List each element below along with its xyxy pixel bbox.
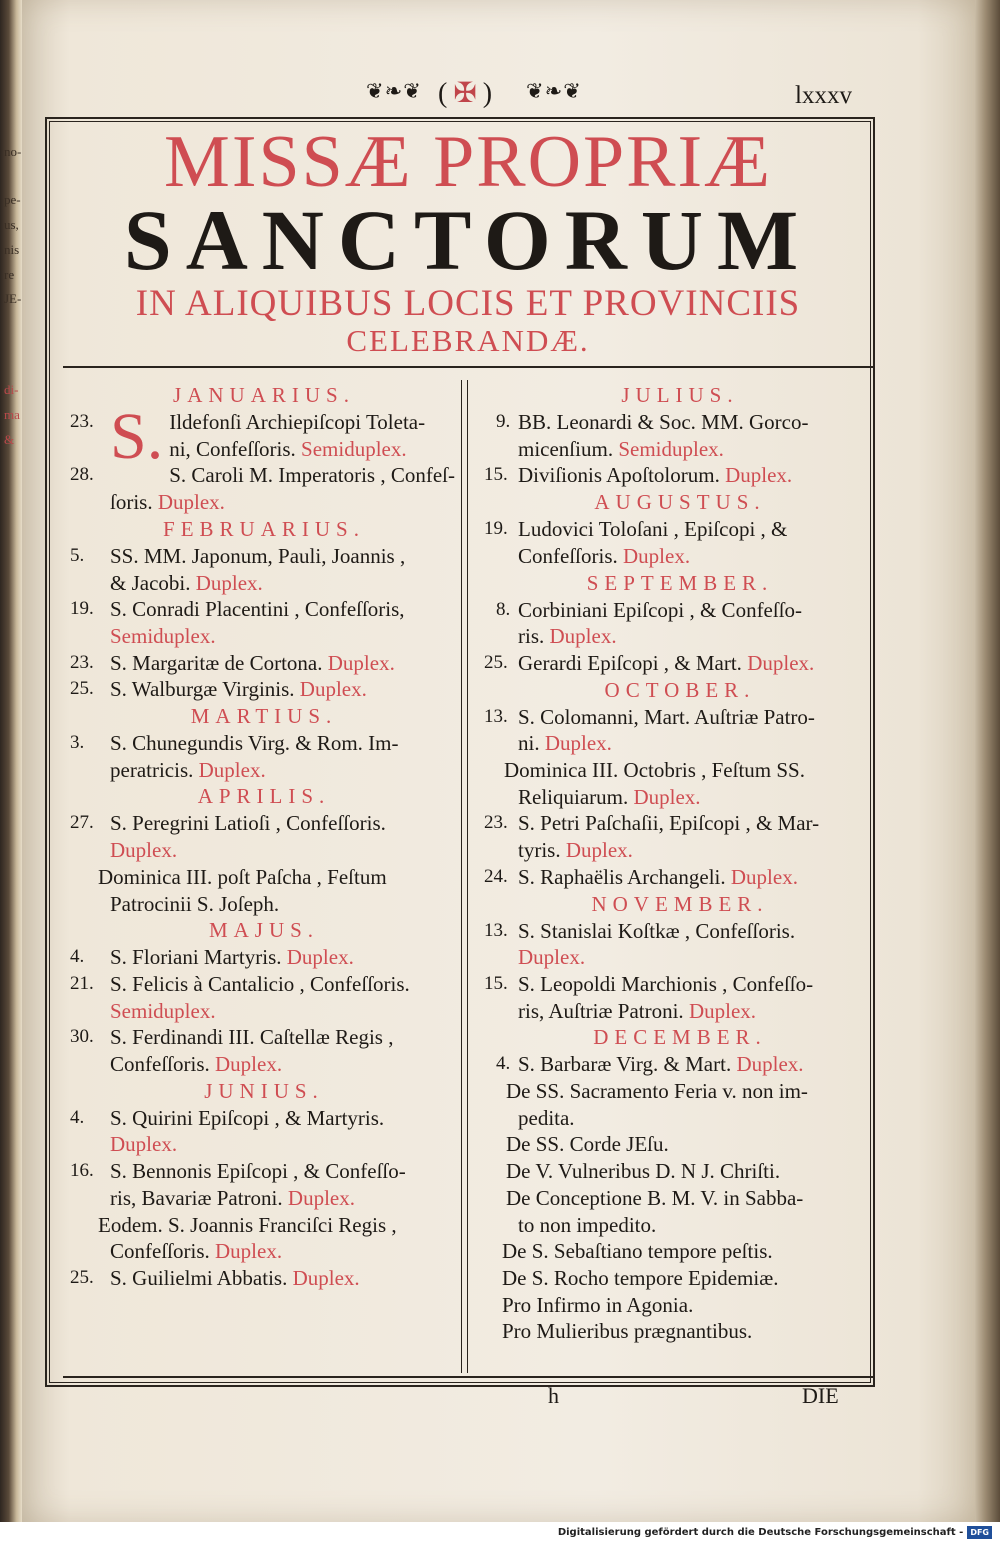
rank-label: Duplex. xyxy=(198,757,266,782)
entry-text: Diviſionis Apoſtolorum. xyxy=(518,463,720,488)
page-edge-right xyxy=(975,0,1000,1522)
entry-text: ni. xyxy=(518,731,540,756)
calendar-entry xyxy=(68,596,460,649)
open-paren: ( xyxy=(438,78,448,109)
rank-label: Duplex. xyxy=(725,463,793,488)
day-number: 4. xyxy=(496,1053,511,1075)
calendar-entry xyxy=(68,543,460,596)
entry-line: Eodem. S. Joannis Franciſci Regis , xyxy=(98,1212,397,1237)
entry-line xyxy=(518,543,876,570)
rank-label: Duplex. xyxy=(299,677,367,702)
rank-label: Duplex. xyxy=(195,570,263,595)
cross-icon: ✠ xyxy=(453,78,477,109)
calendar-entry xyxy=(68,1265,460,1292)
rule-under-title xyxy=(63,366,873,368)
day-number: 23. xyxy=(70,411,94,432)
entry-text: Confeſſoris. xyxy=(110,1052,210,1077)
votive-mass-entry xyxy=(484,1318,876,1345)
calendar-entry xyxy=(484,1051,876,1078)
calendar-entry xyxy=(484,757,876,810)
rank-label: Duplex. xyxy=(157,490,225,515)
entry-line xyxy=(518,837,876,864)
calendar-entry xyxy=(484,918,876,971)
adjacent-page-fragment: JE- xyxy=(4,291,22,306)
entry-line xyxy=(110,1051,460,1078)
rule-bottom xyxy=(63,1376,873,1378)
entry-line: Dominica III. Octobris , Feſtum SS. xyxy=(504,758,805,783)
entry-text: & Jacobi. xyxy=(110,570,191,595)
entry-line xyxy=(110,1185,460,1212)
calendar-entry xyxy=(484,704,876,757)
calendar-entry xyxy=(68,650,460,677)
calendar-entry xyxy=(68,1024,460,1077)
entry-line: S. Felicis à Cantalicio , Confeſſoris. xyxy=(110,971,410,996)
entry-line: Dominica III. poſt Paſcha , Feſtum xyxy=(98,864,387,889)
rank-label: Duplex. xyxy=(215,1052,283,1077)
entry-line: S. Leopoldi Marchionis , Confeſſo- xyxy=(518,971,814,996)
entry-text: ris. xyxy=(518,624,545,649)
entry-text: S. Barbaræ Virg. & Mart. xyxy=(518,1052,732,1077)
day-number: 13. xyxy=(484,705,508,727)
entry-line: De SS. Sacramento Feria v. non im- xyxy=(506,1079,808,1104)
day-number: 15. xyxy=(484,972,508,994)
entry-text: ſoris. xyxy=(110,490,153,515)
initial-letter: S. xyxy=(110,400,164,473)
left-column xyxy=(68,382,460,1292)
entry-line xyxy=(518,650,876,677)
day-number: 16. xyxy=(70,1160,94,1182)
day-number: 27. xyxy=(70,812,94,834)
day-number: 13. xyxy=(484,919,508,941)
month-heading-september: SEPTEMBER. xyxy=(586,570,774,595)
entry-line: De S. Rocho tempore Epidemiæ. xyxy=(502,1265,779,1290)
entry-line: Corbiniani Epiſcopi , & Confeſſo- xyxy=(518,597,803,622)
entry-line xyxy=(110,650,460,677)
entry-line: S. Conradi Placentini , Confeſſoris, xyxy=(110,597,405,622)
votive-mass-entry xyxy=(484,1185,876,1238)
entry-text: tyris. xyxy=(518,838,561,863)
entry-line: pedita. xyxy=(518,1105,575,1130)
right-column xyxy=(484,382,876,1345)
entry-line: S. Quirini Epiſcopi , & Martyris. xyxy=(110,1105,385,1130)
day-number: 15. xyxy=(484,464,508,486)
entry-text: ris, Auſtriæ Patroni. xyxy=(518,998,684,1023)
calendar-entry xyxy=(68,944,460,971)
month-heading-augustus: AUGUSTUS. xyxy=(594,490,766,515)
rank-label: Semiduplex. xyxy=(110,998,216,1023)
adjacent-page-fragment: ma xyxy=(4,407,20,422)
adjacent-page-fragment: no- xyxy=(4,144,22,159)
digitization-footer xyxy=(0,1522,1000,1543)
catchword: DIE xyxy=(802,1383,839,1408)
calendar-entry xyxy=(68,864,460,917)
entry-line xyxy=(110,489,460,516)
entry-line xyxy=(110,944,460,971)
entry-text: Reliquiarum. xyxy=(518,784,629,809)
entry-text: peratricis. xyxy=(110,757,194,782)
day-number: 4. xyxy=(70,946,85,968)
day-number: 19. xyxy=(484,518,508,540)
month-heading-januarius: JANUARIUS. xyxy=(173,383,355,407)
entry-text: ni, Confeſſoris. xyxy=(169,436,296,461)
votive-mass-entry xyxy=(484,1292,876,1319)
entry-line xyxy=(518,1051,876,1078)
calendar-entry xyxy=(484,864,876,891)
calendar-entry xyxy=(484,409,876,462)
month-heading-junius: JUNIUS. xyxy=(204,1078,324,1103)
calendar-entry xyxy=(68,676,460,703)
entry-line: S. Chunegundis Virg. & Rom. Im- xyxy=(110,731,399,756)
entry-line xyxy=(518,462,876,489)
entry-text: micenſium. xyxy=(518,436,614,461)
month-heading-martius: MARTIUS. xyxy=(190,704,338,729)
entry-text: ris, Bavariæ Patroni. xyxy=(110,1185,283,1210)
entry-line: S. Peregrini Latioſi , Confeſſoris. xyxy=(110,811,386,836)
dfg-logo-icon: DFG xyxy=(967,1526,992,1539)
rank-label: Duplex. xyxy=(747,650,815,675)
day-number: 19. xyxy=(70,598,94,620)
rank-label: Semiduplex. xyxy=(301,436,407,461)
entry-line: S. Petri Paſchaſii, Epiſcopi , & Mar- xyxy=(518,811,820,836)
calendar-entry xyxy=(484,516,876,569)
month-heading-december: DECEMBER. xyxy=(593,1025,767,1050)
month-heading-majus: MAJUS. xyxy=(208,918,320,943)
entry-line: BB. Leonardi & Soc. MM. Gorco- xyxy=(518,410,809,434)
day-number: 5. xyxy=(70,544,85,566)
folio-number: lxxxv xyxy=(795,82,852,109)
entry-line: S. Bennonis Epiſcopi , & Confeſſo- xyxy=(110,1159,406,1184)
calendar-entry xyxy=(484,597,876,650)
day-number: 9. xyxy=(496,411,511,432)
entry-line: Pro Infirmo in Agonia. xyxy=(502,1292,694,1317)
adjacent-page-fragment: us, xyxy=(4,217,19,232)
calendar-entry xyxy=(68,971,460,1024)
adjacent-page-fragment: & xyxy=(4,432,15,447)
adjacent-page-strip xyxy=(0,0,22,1543)
fleuron-ornament-right: ❦❧❦ xyxy=(526,79,582,103)
rank-label: Duplex. xyxy=(633,784,701,809)
entry-line: Pro Mulieribus prægnantibus. xyxy=(502,1319,753,1344)
rank-label: Duplex. xyxy=(287,1185,355,1210)
calendar-entry xyxy=(484,810,876,863)
entry-line: S. Caroli M. Imperatoris , Confeſ- xyxy=(169,463,456,488)
day-number: 25. xyxy=(70,678,94,700)
calendar-entry xyxy=(68,730,460,783)
calendar-entry xyxy=(68,810,460,863)
entry-text: S. Walburgæ Virginis. xyxy=(110,677,295,702)
month-heading-februarius: FEBRUARIUS. xyxy=(163,516,365,541)
entry-line xyxy=(110,1265,460,1292)
day-number: 30. xyxy=(70,1026,94,1048)
month-heading-aprilis: APRILIS. xyxy=(197,784,331,809)
entry-line xyxy=(98,1238,460,1265)
calendar-entry xyxy=(484,462,876,489)
month-heading-october: OCTOBER. xyxy=(604,677,756,702)
rank-label: Duplex. xyxy=(292,1265,360,1290)
adjacent-page-fragment: di- xyxy=(4,382,19,397)
title-line-2: SANCTORUM xyxy=(123,192,813,288)
day-number: 25. xyxy=(484,651,508,673)
entry-line: De V. Vulneribus D. N J. Chriſti. xyxy=(506,1159,781,1184)
adjacent-page-fragment: nis xyxy=(4,242,20,257)
rank-label: Duplex. xyxy=(623,543,691,568)
entry-line: S. Ferdinandi III. Caſtellæ Regis , xyxy=(110,1025,394,1050)
signature-mark: h xyxy=(548,1383,559,1408)
funding-credit: Digitalisierung gefördert durch die Deutsche Forschungsgemeinschaft - xyxy=(557,1527,964,1538)
entry-line: De SS. Corde JEſu. xyxy=(506,1132,669,1157)
entry-line xyxy=(518,864,876,891)
entry-text: S. Guilielmi Abbatis. xyxy=(110,1265,288,1290)
day-number: 24. xyxy=(484,865,508,887)
entry-text: S. Margaritæ de Cortona. xyxy=(110,650,323,675)
entry-line: SS. MM. Japonum, Pauli, Joannis , xyxy=(110,543,406,568)
entry-line: to non impedito. xyxy=(518,1212,657,1237)
fleuron-ornament-left: ❦❧❦ xyxy=(366,79,422,103)
entry-line: S. Stanislai Koſtkæ , Confeſſoris. xyxy=(518,918,796,943)
calendar-entry xyxy=(68,1212,460,1265)
month-heading-julius: JULIUS. xyxy=(621,383,739,407)
day-number: 23. xyxy=(484,812,508,834)
entry-line: Ildefonſi Archiepiſcopi Toleta- xyxy=(169,410,426,434)
entry-text: Confeſſoris. xyxy=(518,543,618,568)
calendar-entry xyxy=(68,1158,460,1211)
rank-label: Duplex. xyxy=(518,945,586,970)
rank-label: Duplex. xyxy=(110,1132,178,1157)
day-number: 28. xyxy=(70,464,94,486)
entry-text: S. Floriani Martyris. xyxy=(110,945,282,970)
entry-line: De Conceptione B. M. V. in Sabba- xyxy=(506,1185,804,1210)
rank-label: Semiduplex. xyxy=(110,623,216,648)
adjacent-page-fragment: re xyxy=(4,267,15,282)
entry-line xyxy=(518,623,876,650)
calendar-entry xyxy=(68,1105,460,1158)
day-number: 3. xyxy=(70,732,85,754)
rank-label: Duplex. xyxy=(730,864,798,889)
entry-line xyxy=(518,730,876,757)
entry-line xyxy=(518,998,876,1025)
adjacent-page-fragment: pe- xyxy=(4,192,21,207)
rank-label: Duplex. xyxy=(286,945,354,970)
calendar-entry xyxy=(484,650,876,677)
votive-mass-entry xyxy=(484,1158,876,1185)
column-divider xyxy=(461,380,468,1373)
entry-line xyxy=(518,436,876,463)
entry-line xyxy=(504,784,876,811)
entry-line xyxy=(110,757,460,784)
rank-label: Duplex. xyxy=(327,650,395,675)
entry-text: Gerardi Epiſcopi , & Mart. xyxy=(518,650,742,675)
month-heading-november: NOVEMBER. xyxy=(591,891,769,916)
entry-line xyxy=(110,676,460,703)
rank-label: Duplex. xyxy=(688,998,757,1023)
page-header-cross xyxy=(438,76,492,110)
votive-mass-entry xyxy=(484,1265,876,1292)
title-line-3: IN ALIQUIBUS LOCIS ET PROVINCIIS xyxy=(135,283,801,324)
entry-line: S. Colomanni, Mart. Auſtriæ Patro- xyxy=(518,704,815,729)
rank-label: Duplex. xyxy=(565,838,633,863)
votive-mass-entry xyxy=(484,1238,876,1265)
day-number: 21. xyxy=(70,972,94,994)
day-number: 8. xyxy=(496,598,511,620)
rank-label: Duplex. xyxy=(110,838,178,863)
rank-label: Semiduplex. xyxy=(618,436,724,461)
title-line-1: MISSÆ PROPRIÆ xyxy=(164,121,772,203)
day-number: 4. xyxy=(70,1106,85,1128)
rank-label: Duplex. xyxy=(544,731,612,756)
votive-mass-entry xyxy=(484,1131,876,1158)
entry-line: Patrocinii S. Joſeph. xyxy=(110,891,280,916)
entry-line: De S. Sebaſtiano tempore peſtis. xyxy=(502,1239,773,1264)
day-number: 23. xyxy=(70,651,94,673)
rank-label: Duplex. xyxy=(215,1239,283,1264)
entry-line xyxy=(110,570,460,597)
close-paren: ) xyxy=(482,78,493,109)
rank-label: Duplex. xyxy=(736,1052,804,1077)
entry-text: Confeſſoris. xyxy=(110,1239,210,1264)
calendar-entry xyxy=(484,971,876,1024)
votive-mass-entry xyxy=(484,1078,876,1131)
calendar-entry xyxy=(68,462,460,515)
calendar-entry xyxy=(68,400,460,473)
title-line-4: CELEBRANDÆ. xyxy=(346,323,590,358)
entry-text: S. Raphaëlis Archangeli. xyxy=(518,864,726,889)
rank-label: Duplex. xyxy=(549,624,617,649)
entry-line: Ludovici Toloſani , Epiſcopi , & xyxy=(518,517,788,542)
day-number: 25. xyxy=(70,1266,94,1288)
